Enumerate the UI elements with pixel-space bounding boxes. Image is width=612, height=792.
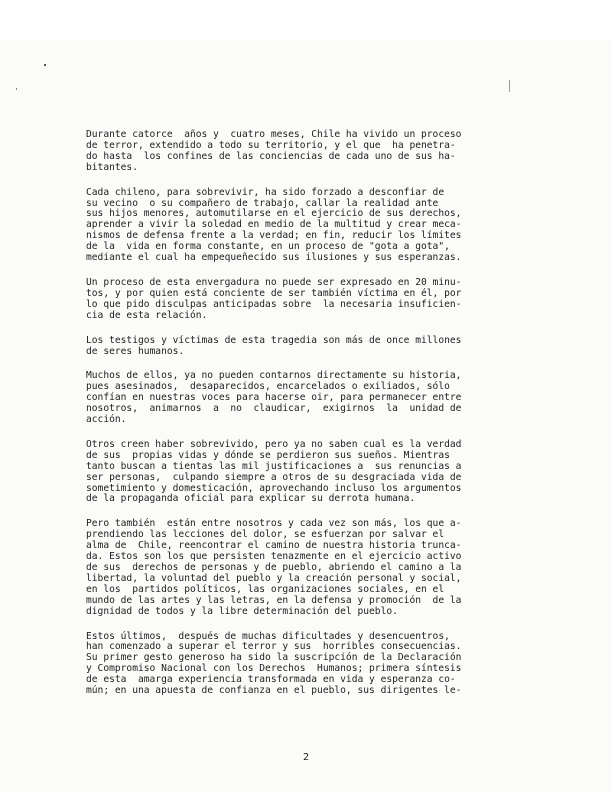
text-line: Cada chileno, para sobrevivir, ha sido forzado a desconfiar de — [86, 186, 445, 198]
page-number: 2 — [302, 752, 310, 763]
text-line: Durante catorce años y cuatro meses, Chile ha vivido un proceso — [86, 129, 462, 140]
paragraph — [86, 130, 556, 174]
text-line: lo que pido disculpas anticipadas sobre la necesaria insuficien- — [86, 298, 462, 310]
paragraph — [86, 336, 556, 358]
paragraph — [86, 188, 556, 264]
text-line: de la vida en forma constante, en un proceso de "gota a gota", — [86, 241, 450, 253]
text-line: de terror, extendido a todo su territorio, y el que ha penetra- — [86, 139, 456, 151]
text-line: Un proceso de esta envergadura no puede ser expresado en 20 minu- — [86, 276, 462, 288]
text-line: acción. — [86, 414, 127, 426]
text-line: tos, y por quien está conciente de ser también víctima en él, por — [86, 287, 462, 299]
text-line: de la propaganda oficial para explicar su derrota humana. — [86, 493, 416, 505]
text-line: do hasta los confines de las conciencias de cada uno de sus ha- — [86, 150, 456, 162]
text-line: Pero también están entre nosotros y cada vez son más, los que a- — [86, 518, 462, 530]
text-line: Su primer gesto generoso ha sido la suscripción de la Declaración — [86, 652, 462, 664]
text-line: en los partidos políticos, las organizaciones sociales, en el — [86, 583, 445, 595]
text-line: mún; en una apuesta de confianza en el pueblo, sus dirigentes le- — [86, 685, 462, 697]
paragraph — [86, 371, 556, 426]
scan-speck — [16, 88, 17, 90]
scan-speck — [44, 64, 46, 66]
text-line: Otros creen haber sobrevivido, pero ya no saben cual es la verdad — [86, 438, 462, 450]
text-line: sus hijos menores, automutilarse en el ejercicio de sus derechos, — [86, 208, 462, 220]
text-line: pues asesinados, desaparecidos, encarcelados o exiliados, sólo — [86, 381, 450, 393]
text-line: Muchos de ellos, ya no pueden contarnos directamente su historia, — [86, 370, 462, 382]
text-line: de seres humanos. — [86, 345, 185, 357]
text-line: dignidad de todos y la libre determinación del pueblo. — [86, 605, 398, 617]
text-line: de sus propias vidas y dónde se perdieron sus sueños. Mientras — [86, 449, 450, 461]
text-line: han comenzado a superar el terror y sus horribles consecuencias. — [86, 641, 462, 653]
text-line: sometimiento y domesticación, aprovechando incluso los argumentos — [86, 482, 462, 494]
scan-mark — [509, 80, 510, 92]
text-line: su vecino o su compañero de trabajo, callar la realidad ante — [86, 197, 439, 209]
text-line: nosotros, animarnos a no claudicar, exigirnos la unidad de — [86, 403, 462, 415]
text-line: de sus derechos de personas y de pueblo, abriendo el camino a la — [86, 562, 462, 573]
document-body — [86, 130, 556, 711]
text-line: tanto buscan a tientas las mil justificaciones a sus renuncias a — [86, 460, 462, 472]
text-line: bitantes. — [86, 161, 138, 173]
text-line: mediante el cual ha empequeñecido sus ilusiones y sus esperanzas. — [86, 252, 462, 264]
text-line: libertad, la voluntad del pueblo y la creación personal y social, — [86, 572, 462, 584]
text-line: ser personas, culpando siempre a otros de su desgraciada vida de — [86, 471, 462, 483]
text-line: confían en nuestras voces para hacerse oir, para permanecer entre — [86, 392, 462, 404]
text-line: y Compromiso Nacional con los Derechos Humanos; primera síntesis — [86, 663, 462, 675]
text-line: cia de esta relación. — [86, 309, 208, 321]
paragraph — [86, 632, 556, 697]
text-line: Estos últimos, después de muchas dificultades y desencuentros, — [86, 630, 450, 642]
paragraph — [86, 440, 556, 505]
text-line: nismos de defensa frente a la verdad; en fin, reducir los límites — [86, 230, 462, 242]
text-line: de esta amarga experiencia transformada en vida y esperanza co- — [86, 674, 456, 686]
text-line: alma de Chile, reencontrar el camino de nuestra historia trunca- — [86, 540, 462, 552]
text-line: aprender a vivir la soledad en medio de la multitud y crear meca- — [86, 219, 462, 231]
text-line: da. Estos son los que persisten tenazmente en el ejercicio activo — [86, 551, 462, 563]
scan-top-margin — [0, 0, 612, 40]
text-line: mundo de las artes y las letras, en la defensa y promoción de la — [86, 594, 462, 606]
paragraph — [86, 519, 556, 617]
text-line: Los testigos y víctimas de esta tragedia son más de once millones — [86, 334, 462, 346]
text-line: prendiendo las lecciones del dolor, se esfuerzan por salvar el — [86, 529, 445, 541]
paragraph — [86, 278, 556, 322]
